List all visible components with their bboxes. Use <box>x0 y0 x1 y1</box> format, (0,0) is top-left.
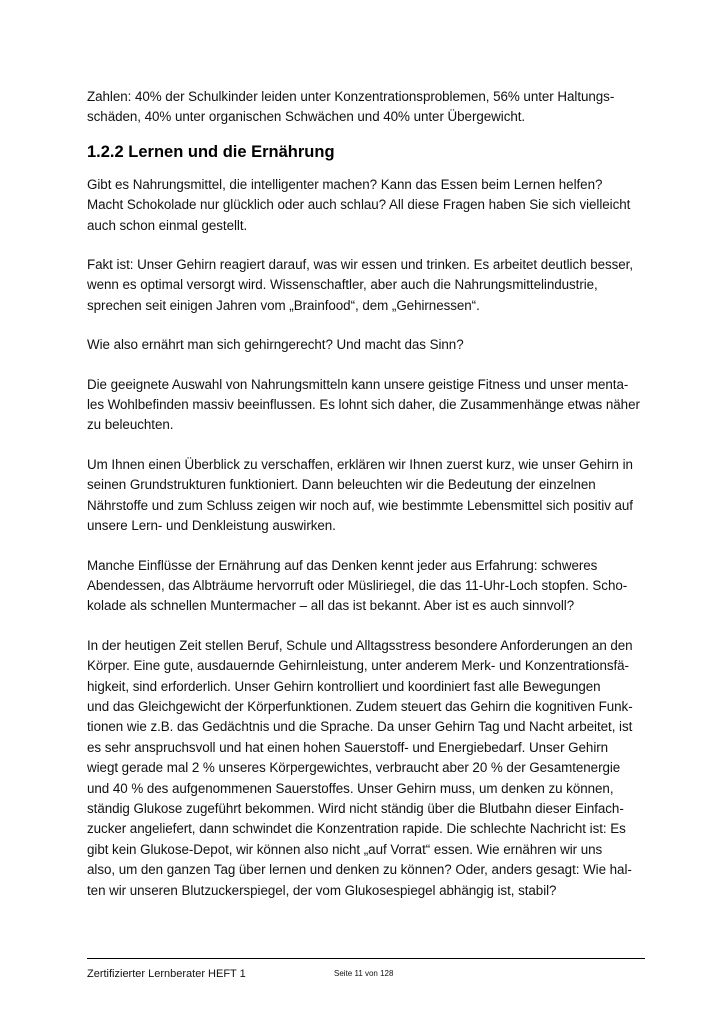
footer-divider <box>87 958 645 959</box>
footer-title: Zertifizierter Lernberater HEFT 1 <box>87 968 246 980</box>
paragraph-how: Wie also ernährt man sich gehirngerecht? Und macht das Sinn? <box>87 337 464 353</box>
paragraph-brain-energy: In der heutigen Zeit stellen Beruf, Schule und Alltagsstress besondere Anforderungen an den Körper. Eine gute, ausdauernde Gehirnleistung, unter anderem Merk- und Konzentrationsfä- higkeit, sind erforderlich. Unser Gehirn kontrolliert und koordiniert fast alle Bewegungen und das Gleichgewicht der Körperfunktionen. Zudem steuert das Gehirn die kognitiven Funk- tionen wie z.B. das Gedächtnis und die Sprache. Da unser Gehirn Tag und Nacht arbeitet, ist es sehr anspruchsvoll und hat einen hohen Sauerstoff- und Energiebedarf. Unser Gehirn wiegt gerade mal 2 % unseres Körpergewichtes, verbraucht aber 20 % der Gesamtenergie und 40 % des aufgenommenen Sauerstoffes. Unser Gehirn muss, um denken zu können, ständig Glukose zugeführt bekommen. Wird nicht ständig über die Blutbahn dieser Einfach- zucker angeliefert, dann schwindet die Konzentration rapide. Die schlechte Nachricht ist: Es gibt kein Glukose-Depot, wir können also nicht „auf Vorrat“ essen. Wie ernähren wir uns also, um den ganzen Tag über lernen und denken zu können? Oder, anders gesagt: Wie hal- ten wir unseren Blutzuckerspiegel, der vom Glukosespiegel abhängig ist, stabil? <box>87 637 633 898</box>
paragraph-questions: Gibt es Nahrungsmittel, die intelligenter machen? Kann das Essen beim Lernen helfen? Macht Schokolade nur glücklich oder auch schlau? All diese Fragen haben Sie sich vielleicht auch schon einmal gestellt. <box>87 176 631 233</box>
page-number: Seite 11 von 128 <box>334 969 394 978</box>
paragraph-overview: Um Ihnen einen Überblick zu verschaffen, erklären wir Ihnen zuerst kurz, wie unser Gehirn in seinen Grundstrukturen funktioniert. Dann beleuchten wir die Bedeutung der einzelnen Nährstoffe und zum Schluss zeigen wir noch auf, wie bestimmte Lebensmittel sich positiv auf unsere Lern- und Denkleistung auswirken. <box>87 456 633 534</box>
intro-paragraph: Zahlen: 40% der Schulkinder leiden unter Konzentrationsproblemen, 56% unter Haltungs- schäden, 40% unter organischen Schwächen und 40% unter Übergewicht. <box>87 89 615 125</box>
paragraph-selection: Die geeignete Auswahl von Nahrungsmitteln kann unsere geistige Fitness und unser menta- les Wohlbefinden massiv beeinflussen. Es lohnt sich daher, die Zusammenhänge etwas näher zu beleuchten. <box>87 376 640 433</box>
section-heading: 1.2.2 Lernen und die Ernährung <box>87 142 335 161</box>
paragraph-fact: Fakt ist: Unser Gehirn reagiert darauf, was wir essen und trinken. Es arbeitet deutlich besser, wenn es optimal versorgt wird. Wissenschaftler, aber auch die Nahrungsmittelindustrie, sprechen seit einigen Jahren vom „Brainfood“, dem „Gehirnessen“. <box>87 257 634 313</box>
page-content <box>87 87 647 920</box>
paragraph-influences: Manche Einflüsse der Ernährung auf das Denken kennt jeder aus Erfahrung: schweres Abendessen, das Albträume hervorruft oder Müsliriegel, die das 11-Uhr-Loch stopfen. Scho- kolade als schnellen Muntermacher – all das ist bekannt. Aber ist es auch sinnvoll? <box>87 557 628 614</box>
